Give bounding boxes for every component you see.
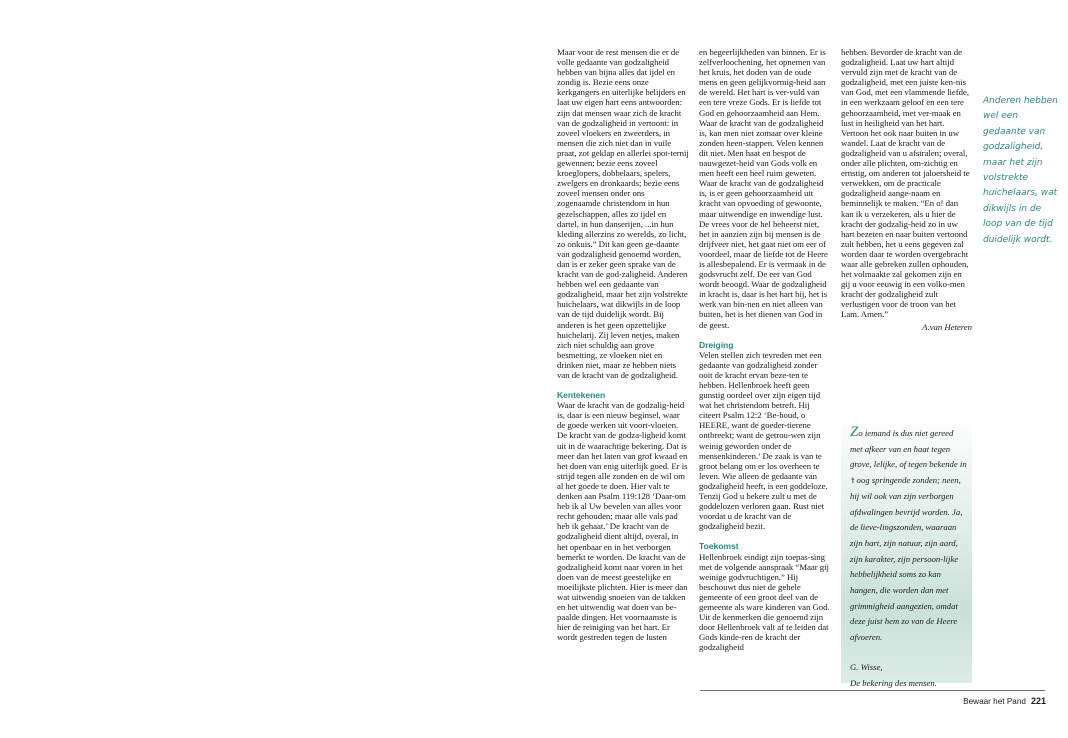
- page-number: 221: [1030, 696, 1046, 706]
- magazine-title: Bewaar het Pand: [963, 697, 1026, 706]
- page-footer: [963, 696, 1046, 706]
- pull-quote: Anderen hebben wel een gedaante van godzaligheid, maar het zijn volstrekte huichelaars, wat dikwijls in de loop van de tijd duidelijk wordt.: [983, 96, 1058, 245]
- paragraph: hebben. Bevorder de kracht van de godzaligheid. Laat uw hart altijd vervuld zijn met de kracht van de godzaligheid, met een juiste ken-nis van God, met een vlammende liefde, in een werkzaam geloof en een tere gehoorzaamheid, met ver-maak en lust in heiligheid van het hart. Vertoon het ook naar buiten in uw wandel. Laat de kracht van de godzaligheid van u afstralen; overal, onder alle plichten, om-zichtig en ernstig, om anderen tot jaloersheid te verwekken, om de practicale godzaligheid aange-naam en beminnelijk te maken. “En o! dan kan ik u verzekeren, als u hier de kracht der godzalig-heid zo in uw hart bezeten en naar buiten vertoond zult hebben, het u eens gegeven zal worden daar te worden overgebracht waar alle gebreken zullen ophouden, het volmaakte zal gekomen zijn en gij u voor eeuwig in een volko-men kracht der godzaligheid zult verlustigen voor de troon van het Lam. Amen.”: [841, 47, 970, 320]
- quote-author: G. Wisse,: [850, 661, 883, 672]
- footer-rule: [700, 690, 1045, 691]
- text-column-3: [841, 47, 972, 332]
- quote-text: [850, 425, 968, 691]
- paragraph: Waar de kracht van de godzalig-heid is, daar is een nieuw beginsel, waar de goede werken uit voort-vloeien. De kracht van de godza-ligheid komt uit in de waarachtige bekering. Dat is meer dan het laten van grof kwaad en het doen van enig uiterlijk goed. Er is strijd tegen alle zonden en de wil om al het goede te doen. Hier valt te denken aan Psalm 119:128 ‘Daar-om heb ik al Uw bevelen van alles voor recht gehouden; maar alle vals pad heb ik gehaat.’ De kracht van de godzaligheid dient altijd, overal, in het openbaar en in het verborgen bemerkt te worden. De kracht van de godzaligheid komt naar voren in het doen van de meest geestelijke en moeilijkste plichten. Hier is meer dan wat uitwendig snoeien van de takken en het uitwendig wat doen van be-paalde dingen. Het voornaamste is hier de reiniging van het hart. Er wordt gestreden tegen de lusten: [557, 400, 688, 643]
- paragraph: en begeerlijkheden van binnen. Er is zelfverloochening, het opnemen van het kruis, het doden van de oude mens en geen gelijkvormig-heid aan de wereld. Het hart is ver-vuld van een tere vreze Gods. Er is liefde tot God en gehoorzaamheid aan Hem. Waar de kracht van de godzaligheid is, kan men niet zomaar over kleine zonden heen-stappen. Velen kennen dit niet. Men haat en bespot de nauwgezet-heid van Gods volk en men heeft een heel ruim geweten. Waar de kracht van de godzaligheid is, is er geen gehoorzaamheid uit kracht van opvoeding of gewoonte, maar uitwendige en inwendige lust. De vrees voor de hel beheerst niet, het in aanzien zijn bij mensen is de drijfveer niet, het gaat niet om eer of voordeel, maar de liefde tot de Heere is allesbepalend. Er is vermaak in de godsvrucht zelf. De eer van God wordt beoogd. Waar de godzaligheid in kracht is, daar is het hart bij, het is werk van bin-nen en niet alleen van buiten, het is het dienen van God in de geest.: [699, 47, 828, 330]
- quote-source: De bekering des mensen.: [850, 677, 937, 688]
- section-heading-toekomst: Toekomst: [699, 541, 739, 552]
- quote-box: [841, 415, 972, 688]
- author-signature: A.van Heteren: [922, 321, 972, 332]
- drop-cap: Z: [850, 424, 859, 440]
- paragraph: Hellenbroek eindigt zijn toepas-sing met de volgende aanspraak “Maar gij weinige godvruchtigen.” Hij beschouwt dus niet de gehele gemeente of een groot deel van de gemeente als ware kinderen van God. Uit de kenmerken die genoemd zijn door Hellenbroek valt af te leiden dat Gods kinde-ren de kracht der godzaligheid: [699, 551, 830, 653]
- text-column-1: [557, 47, 689, 642]
- paragraph: Velen stellen zich tevreden met een gedaante van godzaligheid zonder ooit de kracht ervan beze-ten te hebben. Hellenbroek heeft geen gunstig oordeel over zijn eigen tijd wat het christendom betreft. Hij citeert Psalm 12:2 ‘Be-houd, o HEERE, want de goeder-tierene ontbreekt; want de getrou-wen zijn weinig geworden onder de mensenkinderen.’ De zaak is van te groot belang om er los overheen te leven. Wie alleen de gedaante van godzaligheid heeft, is een goddeloze. Tenzij God u bekere zult u met de goddelozen verloren gaan. Rust niet voordat u de kracht van de godzaligheid bezit.: [699, 349, 828, 532]
- quote-body: o iemand is dus niet gereed met afkeer van en haat tegen grove, lelijke, of tegen bekende in ’t oog springende zonden; neen, hij wil ook van zijn verborgen afdwalingen bevrijd worden. Ja, de lieve-lingszonden, waaraan zijn hart, zijn natuur, zijn aard, zijn karakter, zijn persoon-lijke hebbelijkheid soms zo kan hangen, die worden dan met grimmigheid aangezien, omdat deze juist hem zo van de Heere afvoeren.: [850, 428, 967, 643]
- text-column-2: [699, 47, 830, 652]
- section-heading-kentekenen: Kentekenen: [557, 390, 606, 401]
- paragraph: Maar voor de rest mensen die er de volle gedaante van godzaligheid hebben van bijna alles dat ijdel en zondig is. Bezie eens onze kerkgangers en uiterlijke belijders en laat uw eigen hart eens antwoorden: zijn dat mensen waar zich de kracht van de godzaligheid in vertoont: in zoveel vloekers en zweerders, in mensen die zich niet dan in vuile praat, zot geklap en allerlei spot-ternij gewennen; bezie eens zoveel kroeglopers, dobbelaars, spelers, zwelgers en dronkaards; bezie eens zoveel mensen onder ons zogenaamde christendom in hun gezelschappen, alles zo ijdel en dartel, in hun danserijen, ...in hun kleding allerzins zo werelds, zo licht, zo onkuis.” Dit kan geen ge-daante van godzaligheid genoemd worden, dan is er zeker geen sprake van de kracht van de god-zaligheid. Anderen hebben wel een gedaante van godzaligheid, maar het zijn volstrekte huichelaars, wat dikwijls in de loop van de tijd duidelijk wordt. Bij anderen is het geen opzettelijke huichelarij. Zij leven netjes, maken zich niet schuldig aan grove besmetting, ze vloeken niet en drinken niet, maar ze hebben niets van de kracht van de godzaligheid.: [557, 47, 689, 380]
- section-heading-dreiging: Dreiging: [699, 339, 734, 350]
